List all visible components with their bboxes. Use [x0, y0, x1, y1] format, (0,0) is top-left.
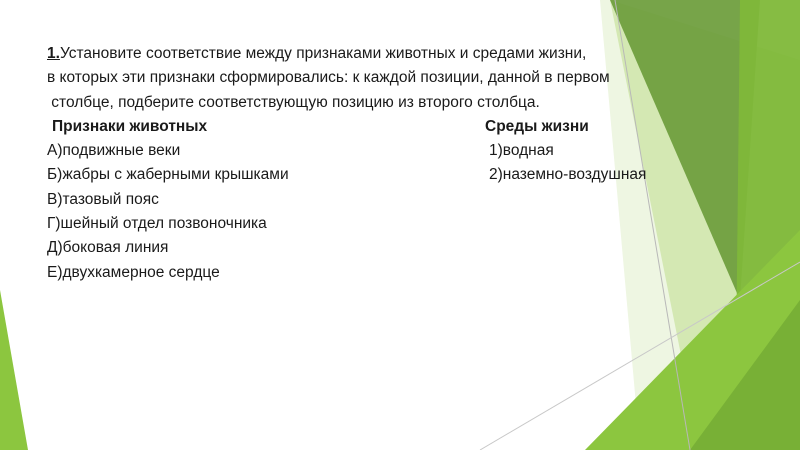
left-column-header: Признаки животных — [52, 117, 208, 135]
column-headers-row — [47, 115, 747, 139]
habitat-item-2: 2)наземно-воздушная — [489, 166, 647, 184]
intro-text-1: Установите соответствие между признаками животных и средами жизни, — [59, 45, 587, 62]
task-text — [47, 42, 747, 285]
feature-item-a: А)подвижные веки — [47, 142, 181, 160]
list-item — [47, 261, 747, 285]
feature-item-d: Г)шейный отдел позвоночника — [47, 215, 267, 233]
task-number: 1. — [47, 45, 60, 62]
task-intro-line-3: столбце, подберите соответствующую позицию из второго столбца. — [47, 93, 540, 111]
list-item — [47, 188, 747, 212]
list-item — [47, 236, 747, 260]
task-intro-line-1 — [47, 42, 747, 66]
feature-item-b: Б)жабры с жаберными крышками — [47, 166, 289, 184]
right-column-header: Среды жизни — [485, 117, 589, 135]
feature-item-c: В)тазовый пояс — [47, 190, 159, 208]
feature-item-e: Д)боковая линия — [47, 239, 169, 257]
list-item — [47, 139, 747, 163]
task-intro-line-2: в которых эти признаки сформировались: к каждой позиции, данной в первом — [47, 69, 610, 87]
list-item — [47, 212, 747, 236]
left-green-sliver — [0, 290, 28, 450]
habitat-item-1: 1)водная — [489, 142, 554, 160]
feature-item-f: Е)двухкамерное сердце — [47, 263, 220, 281]
list-item — [47, 163, 747, 187]
